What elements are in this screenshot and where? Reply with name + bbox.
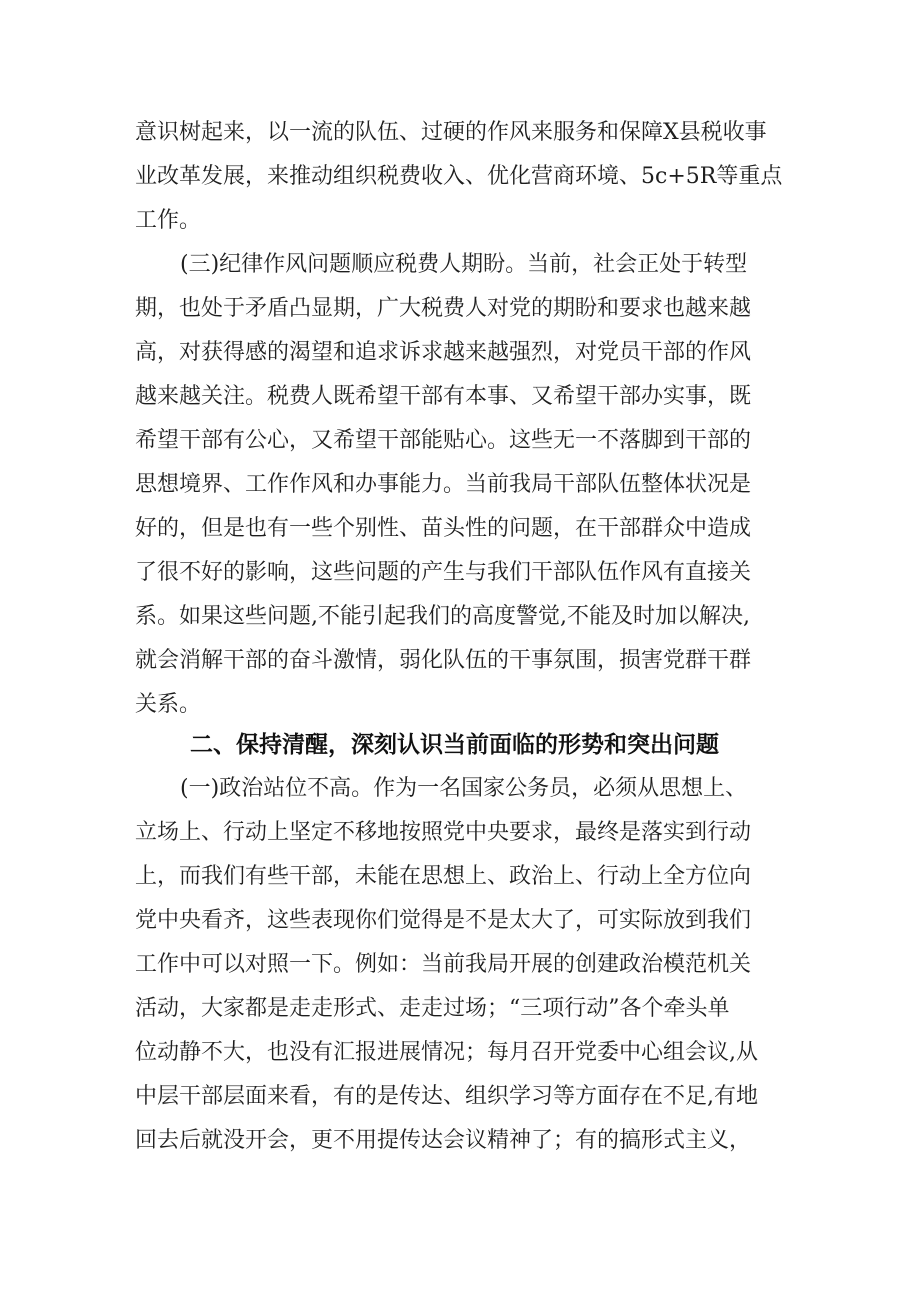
paragraph-2-line-9: 系。如果这些问题,不能引起我们的高度警觉,不能及时加以解决, — [135, 604, 750, 629]
paragraph-2-line-10: 就会消解干部的奋斗激情，弱化队伍的干事氛围，损害党群干群 — [135, 648, 752, 673]
paragraph-3-line-3: 上，而我们有些干部，未能在思想上、政治上、行动上全方位向 — [135, 864, 752, 889]
paragraph-2-line-4: 越来越关注。税费人既希望干部有本事、又希望干部办实事，既 — [135, 384, 752, 409]
paragraph-2-line-1: (三)纪律作风问题顺应税费人期盼。当前，社会正处于转型 — [180, 252, 748, 277]
paragraph-3-line-2: 立场上、行动上坚定不移地按照党中央要求，最终是落实到行动 — [135, 820, 752, 845]
paragraph-2-line-3: 高，对获得感的渴望和追求诉求越来越强烈，对党员干部的作风 — [135, 340, 752, 365]
paragraph-2-line-2: 期，也处于矛盾凸显期，广大税费人对党的期盼和要求也越来越 — [135, 296, 752, 321]
paragraph-2-line-7: 好的，但是也有一些个别性、苗头性的问题，在干部群众中造成 — [135, 516, 752, 541]
paragraph-3-line-4: 党中央看齐，这些表现你们觉得是不是太大了，可实际放到我们 — [135, 908, 752, 933]
paragraph-1-line-2: 业改革发展，来推动组织税费收入、优化营商环境、5c+5R等重点 — [135, 164, 783, 189]
paragraph-2-line-6: 思想境界、工作作风和办事能力。当前我局干部队伍整体状况是 — [135, 472, 752, 497]
paragraph-1-line-1: 意识树起来，以一流的队伍、过硬的作风来服务和保障X县税收事 — [135, 120, 767, 145]
paragraph-3-line-8: 中层干部层面来看，有的是传达、组织学习等方面存在不足,有地 — [135, 1084, 758, 1109]
paragraph-1-line-3: 工作。 — [135, 208, 202, 233]
paragraph-2-line-5: 希望干部有公心，又希望干部能贴心。这些无一不落脚到干部的 — [135, 428, 752, 453]
paragraph-3-line-5: 工作中可以对照一下。例如：当前我局开展的创建政治模范机关 — [135, 952, 752, 977]
paragraph-2-line-11: 关系。 — [135, 692, 202, 717]
paragraph-3-line-6: 活动，大家都是走走形式、走走过场；“三项行动”各个牵头单 — [135, 996, 730, 1021]
section-heading: 二、保持清醒，深刻认识当前面临的形势和突出问题 — [190, 732, 719, 758]
paragraph-3-line-7: 位动静不大，也没有汇报进展情况；每月召开党委中心组会议,从 — [135, 1040, 758, 1065]
paragraph-2-line-8: 了很不好的影响，这些问题的产生与我们干部队伍作风有直接关 — [135, 560, 752, 585]
paragraph-3-line-1: (一)政治站位不高。作为一名国家公务员，必须从思想上、 — [180, 776, 748, 801]
paragraph-3-line-9: 回去后就没开会，更不用提传达会议精神了；有的搞形式主义， — [135, 1128, 752, 1153]
